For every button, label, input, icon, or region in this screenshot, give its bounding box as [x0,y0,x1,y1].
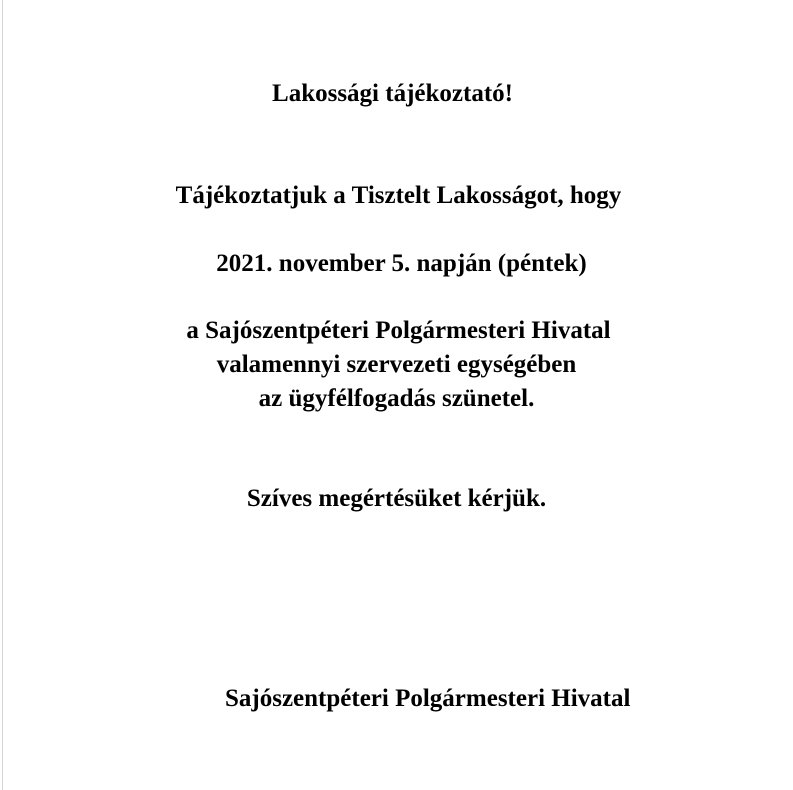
notice-closing: Szíves megértésüket kérjük. [246,485,547,512]
notice-signature: Sajószentpéteri Polgármesteri Hivatal [225,685,631,712]
notice-body-line: valamennyi szervezeti egységében [216,351,577,378]
notice-title: Lakossági tájékoztató! [272,80,513,107]
notice-body-line: az ügyfélfogadás szünetel. [258,385,535,412]
notice-body-line: a Sajószentpéteri Polgármesteri Hivatal [186,317,611,344]
notice-intro-text: Tájékoztatjuk a Tisztelt Lakosságot, hogy [175,182,622,209]
notice-date: 2021. november 5. napján (péntek) [216,250,587,277]
